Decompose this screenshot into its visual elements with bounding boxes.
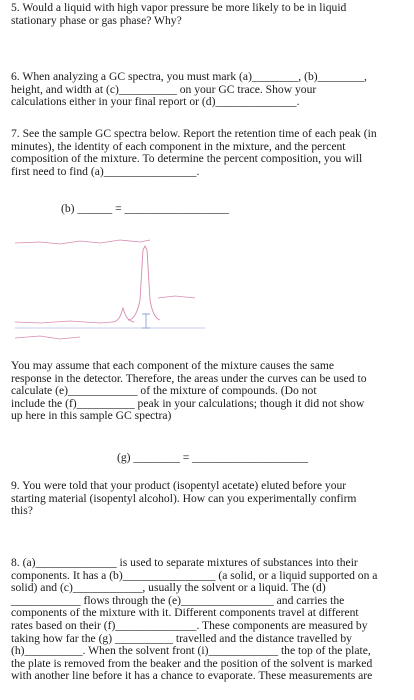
- q8-line: solid) and (c)____________, usually the solvent or a liquid. The (d): [11, 581, 326, 595]
- q8-line: 8. (a)______________ is used to separate mixtures of substances into their: [11, 556, 358, 569]
- q7-line: 7. See the sample GC spectra below. Report the retention time of each peak (in: [11, 127, 377, 140]
- question-8: [11, 557, 407, 683]
- question-7-continued: [11, 360, 407, 423]
- q6-line: height, and width at (c)__________ on your GC trace. Show your: [11, 82, 317, 96]
- q7-line: minutes), the identity of each component in the mixture, and the percent: [11, 139, 346, 153]
- q9-line: this?: [11, 504, 33, 518]
- q7-line: composition of the mixture. To determine the percent composition, you will: [11, 152, 363, 166]
- q7-line: first need to find (a)________________.: [11, 164, 200, 178]
- q8-line: ____________ flows through the (e)________________ and carries the: [11, 593, 345, 607]
- q7-cont-line: calculate (e)____________ of the mixture of compounds. (Do not: [11, 384, 317, 398]
- gc-trace: [15, 240, 195, 339]
- q8-line: (h)__________. When the solvent front (i)____________ the top of the plate,: [11, 644, 371, 658]
- q5-line: stationary phase or gas phase? Why?: [11, 13, 182, 27]
- q8-line: rates based on their (f)______________. These components are measured by: [11, 618, 368, 632]
- q8-line: components of the mixture with it. Different components travel at different: [11, 606, 359, 620]
- gc-axis-markers: [15, 314, 205, 328]
- q7-cont-line: response in the detector. Therefore, the areas under the curves can be used to: [11, 371, 367, 385]
- q8-line: taking how far the (g) __________ travelled and the distance travelled by: [11, 631, 352, 645]
- q6-line: calculations either in your final report or (d)______________.: [11, 95, 300, 109]
- q5-line: 5. Would a liquid with high vapor pressure be more likely to be in liquid: [11, 1, 347, 14]
- q6-line: 6. When analyzing a GC spectra, you must mark (a)________, (b)________,: [11, 70, 367, 83]
- q7-cont-line: include the (f)__________ peak in your calculations; though it did not show: [11, 396, 365, 410]
- formula-g: (g) ________ = ____________________: [117, 451, 309, 464]
- q7-cont-line: You may assume that each component of the mixture causes the same: [11, 359, 335, 372]
- formula-b: (b) ______ = __________________: [61, 202, 229, 215]
- q8-line: components. It has a (b)________________ (a solid, or a liquid supported on a: [11, 568, 378, 582]
- question-9: [11, 480, 407, 518]
- q7-cont-line: up here in this sample GC spectra): [11, 409, 172, 423]
- q9-line: starting material (isopentyl alcohol). How can you experimentally confirm: [11, 491, 357, 505]
- q8-line: with another line before it has a chance to evaporate. These measurements are: [11, 669, 373, 683]
- q9-line: 9. You were told that your product (isopentyl acetate) eluted before your: [11, 479, 347, 492]
- q8-line: the plate is removed from the beaker and the position of the solvent is marked: [11, 656, 373, 670]
